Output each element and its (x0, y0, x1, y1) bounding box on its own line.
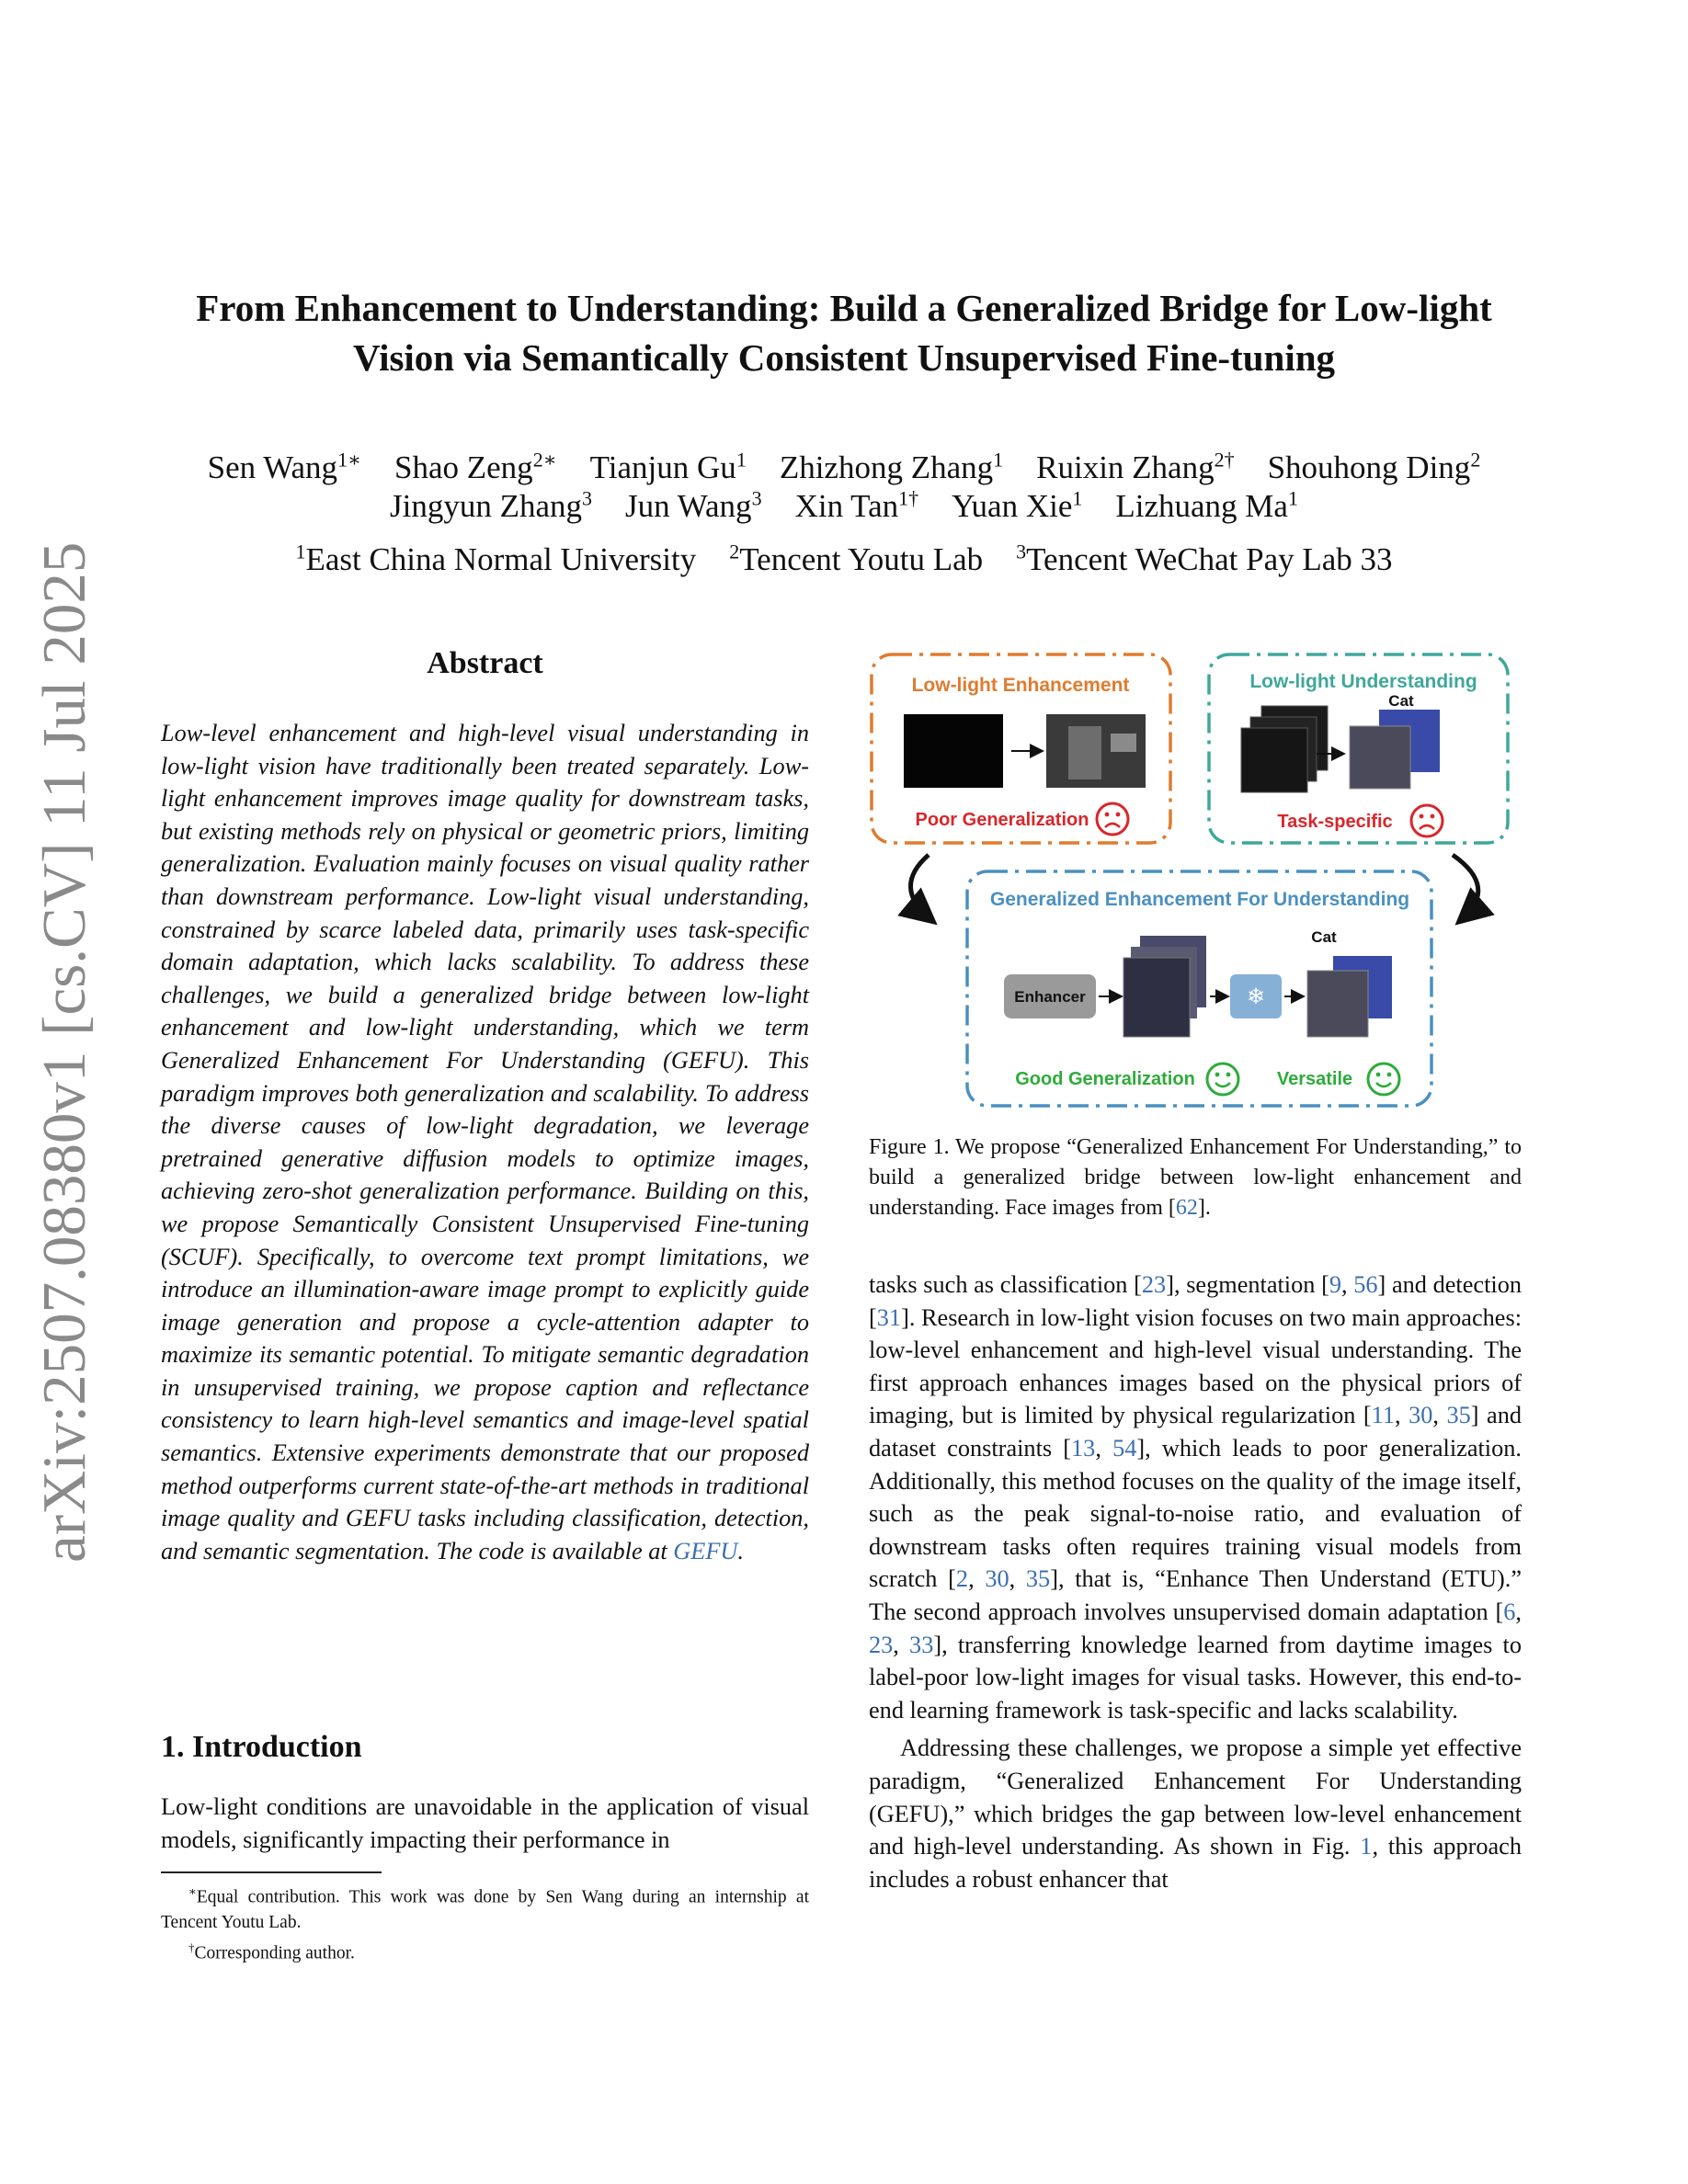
dark-input-image (904, 714, 1003, 788)
footnote-corresponding (161, 1935, 809, 1966)
affiliation-name: Tencent WeChat Pay Lab 33 (1026, 540, 1393, 577)
author-list-row-2 (129, 478, 1559, 527)
affiliation-mark: 3 (1016, 540, 1027, 563)
happy-face-icon (1207, 1064, 1238, 1095)
citation-link[interactable]: 31 (876, 1303, 902, 1331)
author-name (1115, 488, 1298, 524)
footnote-text: Equal contribution. This work was done by Sen Wang during an internship at Tencent Youtu Lab. (161, 1887, 809, 1932)
affiliation-mark: 2 (1470, 448, 1481, 471)
affiliation-name: East China Normal University (305, 540, 697, 577)
body-text: Addressing these challenges, we propose a simple yet effective paradigm, “Generalized Enhancement For Understanding (GEFU),” which bridges the gap between low-level enhancement and high-level understanding. As shown in Fig. (869, 1735, 1522, 1860)
affiliation-mark: 2∗ (532, 448, 557, 471)
body-text: , (968, 1565, 986, 1593)
author-text: Jun Wang (625, 487, 752, 524)
abstract-body-text: Low-level enhancement and high-level visual understanding in low-light vision have traditionally been treated separately. Low-light enhancement improves image quality for downstream tasks, but existing methods rely on physical or geometric priors, limiting generalization. Evaluation mainly focuses on visual quality rather than downstream performance. Low-light visual understanding, constrained by scarce labeled data, primarily uses task-specific domain adaptation, which lacks scalability. To address these challenges, we build a generalized bridge between low-light enhancement and low-light understanding, which we term Generalized Enhancement For Understanding (GEFU). This paradigm improves both generalization and scalability. To address the diverse causes of low-light degradation, we leverage pretrained generative diffusion models to optimize images, achieving zero-shot generalization performance. Building on this, we propose Semantically Consistent Unsupervised Fine-tuning (SCUF). Specifically, to overcome text prompt limitations, we introduce an illumination-aware image prompt to explicitly guide image generation and propose a cycle-attention adapter to maximize its semantic potential. To mitigate semantic degradation in unsupervised training, we propose caption and reflectance consistency to learn high-level semantics and image-level spatial semantics. Extensive experiments demonstrate that our proposed method outperforms current state-of-the-art methods in traditional image quality and GEFU tasks including classification, detection, and semantic segmentation. The code is available at (161, 720, 809, 1564)
affiliation-mark: 1 (1072, 486, 1083, 509)
labeled-image-stack (1350, 726, 1410, 789)
affiliation-mark: 3 (751, 486, 762, 509)
happy-face-icon (1368, 1064, 1399, 1095)
body-text: tasks such as classification [ (869, 1271, 1142, 1298)
body-text: ] and detection [ (869, 1271, 1522, 1331)
affiliation-mark: 2 (729, 540, 740, 563)
citation-link[interactable]: 23 (1141, 1271, 1167, 1298)
sad-face-icon (1097, 803, 1128, 835)
good-generalization-label: Good Generalization (1015, 1069, 1195, 1089)
author-text: Tianjun Gu (589, 449, 736, 485)
affiliation (729, 541, 983, 577)
generalized-box-title: Generalized Enhancement For Understanding (989, 889, 1410, 910)
affiliation-mark: 1 (1287, 486, 1298, 509)
footnote-mark: ∗ (188, 1884, 197, 1898)
intro-paragraph-continued (869, 1268, 1522, 1726)
title-line-1: From Enhancement to Understanding: Build a Generalized Bridge for Low-light (196, 287, 1492, 329)
author-text: Jingyun Zhang (390, 487, 583, 524)
footnote-rule (161, 1871, 382, 1873)
citation-link[interactable]: 30 (985, 1565, 1009, 1593)
citation-link[interactable]: 56 (1353, 1271, 1378, 1298)
figure-1-diagram (864, 643, 1526, 1121)
affiliation-mark: 2† (1214, 448, 1235, 471)
affiliation-mark: 1† (898, 486, 919, 509)
author-name (795, 488, 919, 524)
body-text: , (1341, 1271, 1354, 1298)
citation-link[interactable]: 30 (1409, 1402, 1433, 1429)
footnote-mark: † (188, 1939, 195, 1954)
footnotes (161, 1879, 809, 1965)
citation-link[interactable]: 6 (1503, 1598, 1516, 1625)
citation-link[interactable]: 35 (1025, 1565, 1051, 1593)
author-text: Xin Tan (794, 487, 899, 524)
author-text: Lizhuang Ma (1115, 487, 1288, 524)
intro-paragraph: Low-light conditions are unavoidable in the application of visual models, significantly impacting their performance in (161, 1793, 809, 1853)
affiliation-mark: 1 (736, 448, 747, 471)
body-text: ], that is, “Enhance Then Understand (ETU).” The second approach involves unsupervised domain adaptation [ (869, 1565, 1523, 1625)
caption-text: Figure 1. We propose “Generalized Enhancement For Understanding,” to build a generalized bridge between low-light enhancement and understanding. Face images from [ (869, 1135, 1522, 1220)
footnote-text: Corresponding author. (194, 1943, 355, 1962)
affiliation-mark: 1∗ (337, 448, 362, 471)
body-text: , (1095, 1434, 1113, 1462)
author-text: Zhizhong Zhang (779, 449, 994, 485)
citation-link[interactable]: 54 (1112, 1434, 1137, 1462)
poor-generalization-label: Poor Generalization (915, 810, 1089, 830)
understanding-box-title: Low-light Understanding (1249, 671, 1477, 692)
citation-link[interactable]: 11 (1371, 1402, 1395, 1429)
arxiv-identifier: arXiv:2507.08380v1 [cs.CV] 11 Jul 2025 (30, 541, 98, 1563)
affiliation-mark: 3 (582, 486, 593, 509)
intro-paragraph-2 (869, 1732, 1522, 1895)
author-name (390, 488, 592, 524)
body-text: , (1515, 1598, 1522, 1625)
output-image-stack (1307, 971, 1368, 1037)
affiliation-mark: 1 (295, 540, 306, 563)
dark-image-stack (1241, 728, 1307, 792)
affiliation-name: Tencent Youtu Lab (739, 540, 984, 577)
citation-link[interactable]: 9 (1329, 1271, 1341, 1298)
body-text: , (1394, 1402, 1409, 1429)
affiliation-mark: 1 (993, 448, 1004, 471)
abstract-end-punct: . (737, 1537, 744, 1564)
body-text: ], transferring knowledge learned from daytime images to label-poor low-light images for visual tasks. However, this end-to-end learning framework is task-specific and lacks scalability. (869, 1631, 1522, 1723)
author-text: Shouhong Ding (1267, 449, 1471, 485)
footnote-equal-contribution (161, 1879, 809, 1935)
author-text: Sen Wang (207, 449, 338, 485)
versatile-label: Versatile (1276, 1069, 1353, 1089)
cat-label: Cat (1388, 692, 1414, 710)
citation-link[interactable]: 62 (1175, 1196, 1198, 1220)
body-text: ]. Research in low-light vision focuses on two main approaches: low-level enhancement and high-level visual understanding. The first approach enhances images based on the physical priors of imaging, but is limited by physical regularization [ (869, 1303, 1522, 1429)
author-text: Shao Zeng (394, 449, 533, 485)
citation-link[interactable]: 2 (955, 1565, 969, 1593)
citation-link[interactable]: 35 (1446, 1402, 1471, 1429)
citation-link[interactable]: 1 (1360, 1833, 1373, 1860)
sad-face-icon (1411, 805, 1443, 836)
paper-title (129, 283, 1559, 382)
curved-arrow-left (910, 855, 930, 919)
citation-link[interactable]: 23 (869, 1631, 894, 1658)
author-text: Ruixin Zhang (1036, 449, 1215, 485)
author-text: Yuan Xie (952, 487, 1073, 524)
section-heading-introduction: 1. Introduction (161, 1730, 362, 1764)
caption-tail: ]. (1197, 1196, 1211, 1220)
body-text: , (1009, 1565, 1026, 1593)
title-line-2: Vision via Semantically Consistent Unsupervised Fine-tuning (352, 336, 1336, 379)
enhancer-label: Enhancer (1014, 988, 1086, 1006)
affiliation (1016, 541, 1392, 577)
understanding-status-label: Task-specific (1277, 812, 1393, 832)
abstract-heading: Abstract (427, 646, 543, 680)
gefu-code-link[interactable]: GEFU (673, 1537, 738, 1564)
author-name (625, 488, 762, 524)
body-text: , (893, 1631, 910, 1658)
affiliation-list (129, 531, 1559, 580)
enhanced-image-stack (1123, 958, 1190, 1037)
citation-link[interactable]: 13 (1071, 1434, 1096, 1462)
citation-link[interactable]: 33 (909, 1631, 934, 1658)
abstract-text (161, 717, 809, 1567)
curved-arrow-right (1453, 855, 1478, 919)
body-text: , (1432, 1402, 1447, 1429)
author-name (952, 488, 1082, 524)
body-text: ] and dataset constraints [ (869, 1402, 1522, 1462)
affiliation (295, 541, 696, 577)
body-text: , this approach includes a robust enhancer that (869, 1833, 1522, 1893)
body-text: ], segmentation [ (1166, 1271, 1329, 1298)
snowflake-icon: ❄ (1246, 985, 1266, 1009)
enhancement-box-title: Low-light Enhancement (911, 675, 1130, 696)
enhanced-image-detail (1111, 734, 1136, 752)
enhanced-image-detail (1068, 726, 1101, 779)
cat-label: Cat (1311, 928, 1337, 946)
body-text: ], which leads to poor generalization. Additionally, this method focuses on the quality of the image itself, such as the peak signal-to-noise ratio, and evaluation of downstream tasks often requires training visual models from scratch [ (869, 1434, 1522, 1593)
right-column-text (869, 1268, 1522, 1895)
figure-1-caption (869, 1132, 1522, 1223)
